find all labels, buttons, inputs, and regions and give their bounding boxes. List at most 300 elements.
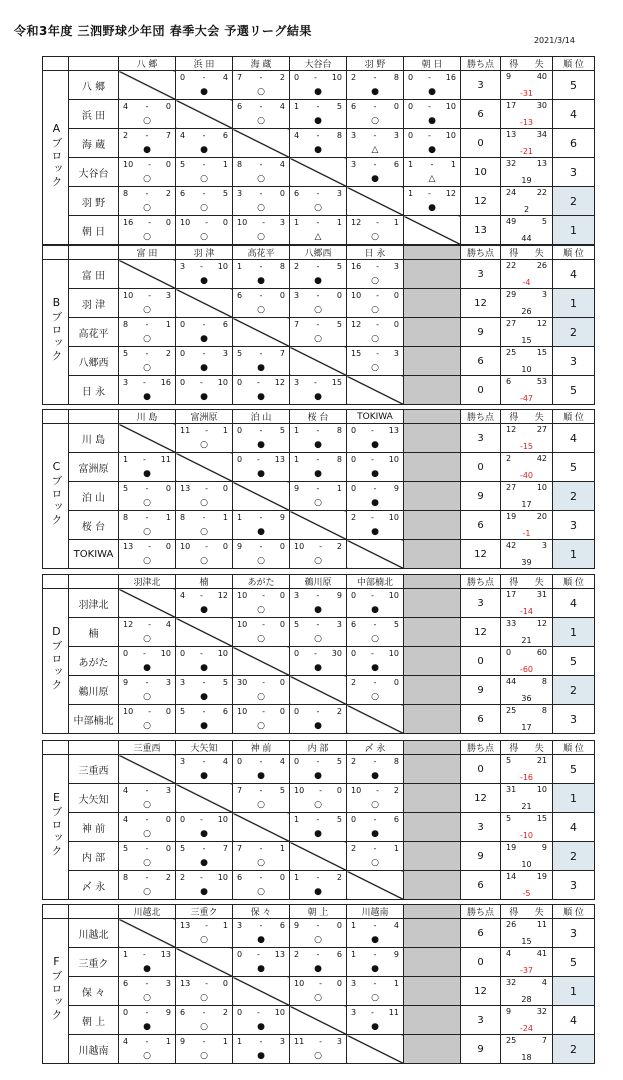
match-result-cell <box>290 705 347 734</box>
rank-value: 5 <box>553 755 595 784</box>
result-mark-icon: ● <box>314 116 322 126</box>
match-result-cell <box>347 71 404 100</box>
score-for: 8 <box>237 160 243 169</box>
score-separator: - <box>319 786 322 795</box>
result-mark-icon: ○ <box>257 887 265 897</box>
score-for: 10 <box>123 291 134 300</box>
rank-header: 順 位 <box>553 741 595 755</box>
result-mark-icon: ● <box>314 663 322 673</box>
goals-for-header: 得 <box>509 908 519 918</box>
result-mark-icon: ○ <box>143 634 151 644</box>
filler-cell <box>404 540 461 569</box>
score-for: 3 <box>351 1008 357 1017</box>
score-for: 3 <box>237 921 243 930</box>
team-column-header: 神 前 <box>233 741 290 755</box>
goals-for: 12 <box>506 425 517 434</box>
match-result-cell <box>119 647 176 676</box>
score-against: 16 <box>160 378 171 387</box>
result-mark-icon: ● <box>200 887 208 897</box>
team-name: 鵜川原 <box>69 676 119 705</box>
result-mark-icon: ● <box>257 935 265 945</box>
result-mark-icon: ○ <box>143 887 151 897</box>
score-separator: - <box>259 513 263 522</box>
goal-difference: -24 <box>519 1024 534 1033</box>
score-against: 16 <box>445 73 456 82</box>
result-mark-icon: ● <box>200 858 208 868</box>
points-value: 0 <box>461 453 501 482</box>
match-result-cell <box>290 482 347 511</box>
result-mark-icon: ● <box>257 363 265 373</box>
team-row <box>43 784 595 813</box>
result-mark-icon: ○ <box>143 829 151 839</box>
team-column-header: あがた <box>233 575 290 589</box>
self-match-cell <box>347 705 404 734</box>
result-mark-icon: ● <box>257 1022 265 1032</box>
score-for: 8 <box>123 513 129 522</box>
score-separator: - <box>143 950 146 959</box>
goals-for: 9 <box>506 1007 512 1016</box>
score-separator: - <box>316 102 320 111</box>
goals-against-header: 失 <box>534 249 544 259</box>
corner <box>43 410 69 424</box>
filler-cell <box>404 755 461 784</box>
result-mark-icon: ○ <box>314 1051 322 1061</box>
score-for: 0 <box>294 649 300 658</box>
team-row <box>43 618 595 647</box>
points-value: 9 <box>461 676 501 705</box>
team-row <box>43 376 595 405</box>
score-for: 9 <box>123 678 129 687</box>
score-for: 13 <box>180 484 191 493</box>
score-against: 0 <box>279 678 285 687</box>
result-mark-icon: ○ <box>371 692 379 702</box>
score-for: 12 <box>351 320 362 329</box>
points-value: 3 <box>461 260 501 289</box>
block-name: Cブロック <box>49 460 63 528</box>
result-mark-icon: ○ <box>371 634 379 644</box>
score-separator: - <box>205 979 208 988</box>
result-mark-icon: ○ <box>257 116 265 126</box>
rank-value: 2 <box>553 1035 595 1064</box>
match-result-cell <box>290 100 347 129</box>
block-table <box>42 904 595 1064</box>
team-row <box>43 977 595 1006</box>
score-against: 11 <box>388 1008 399 1017</box>
result-mark-icon: ● <box>143 469 151 479</box>
self-match-cell <box>233 129 290 158</box>
match-result-cell <box>176 216 233 245</box>
score-separator: - <box>316 455 320 464</box>
score-against: 3 <box>222 349 228 358</box>
points-value: 6 <box>461 511 501 540</box>
score-against: 10 <box>217 815 228 824</box>
goals-cell <box>501 1035 553 1064</box>
score-against: 5 <box>336 262 342 271</box>
result-mark-icon: ○ <box>200 440 208 450</box>
team-name: 川越南 <box>69 1035 119 1064</box>
result-mark-icon: ● <box>371 935 379 945</box>
score-separator: - <box>259 786 263 795</box>
match-result-cell <box>233 187 290 216</box>
score-separator: - <box>371 513 374 522</box>
score-separator: - <box>259 160 263 169</box>
result-mark-icon: ● <box>257 1051 265 1061</box>
score-against: 8 <box>336 426 342 435</box>
team-column-header: 朝 上 <box>290 905 347 919</box>
goals-against: 42 <box>536 454 547 463</box>
goal-difference: -16 <box>519 773 534 782</box>
score-for: 6 <box>351 620 357 629</box>
score-against: 5 <box>222 189 228 198</box>
score-for: 3 <box>294 378 300 387</box>
team-column-header: 羽 野 <box>347 57 404 71</box>
score-for: 4 <box>294 131 300 140</box>
score-for: 16 <box>351 262 362 271</box>
match-result-cell <box>347 618 404 647</box>
score-separator: - <box>373 620 377 629</box>
result-mark-icon: ● <box>257 964 265 974</box>
result-mark-icon: ● <box>314 964 322 974</box>
goals-cell <box>501 376 553 405</box>
score-separator: - <box>316 262 320 271</box>
match-result-cell <box>233 260 290 289</box>
team-column-header: 富 田 <box>119 246 176 260</box>
goals-for-header: 得 <box>509 249 519 259</box>
match-result-cell <box>347 100 404 129</box>
result-mark-icon: ● <box>314 829 322 839</box>
score-separator: - <box>316 218 320 227</box>
goal-difference: 21 <box>521 636 532 645</box>
score-against: 7 <box>222 844 228 853</box>
match-result-cell <box>290 260 347 289</box>
match-result-cell <box>176 1006 233 1035</box>
corner <box>43 57 69 71</box>
score-separator: - <box>257 455 260 464</box>
result-mark-icon: ○ <box>257 305 265 315</box>
score-for: 0 <box>180 349 186 358</box>
score-for: 3 <box>351 160 357 169</box>
score-for: 3 <box>180 262 186 271</box>
score-separator: - <box>316 591 320 600</box>
goals-against: 41 <box>536 949 547 958</box>
score-against: 10 <box>217 649 228 658</box>
goals-for: 42 <box>506 541 517 550</box>
score-for: 10 <box>294 786 305 795</box>
score-for: 10 <box>294 979 305 988</box>
match-result-cell <box>233 705 290 734</box>
result-mark-icon: ○ <box>143 858 151 868</box>
rank-value: 2 <box>553 482 595 511</box>
score-against: 4 <box>222 757 228 766</box>
goals-cell <box>501 784 553 813</box>
match-result-cell <box>176 424 233 453</box>
self-match-cell <box>347 376 404 405</box>
rank-value: 5 <box>553 647 595 676</box>
score-for: 7 <box>294 320 300 329</box>
match-result-cell <box>347 977 404 1006</box>
score-for: 3 <box>180 678 186 687</box>
match-result-cell <box>290 453 347 482</box>
goals-against: 11 <box>536 920 547 929</box>
goals-cell <box>501 813 553 842</box>
score-for: 2 <box>351 73 357 82</box>
score-against: 3 <box>165 786 171 795</box>
goal-difference: 44 <box>521 234 532 243</box>
match-result-cell <box>176 260 233 289</box>
goals-for-header: 得 <box>509 413 519 423</box>
result-mark-icon: ● <box>371 964 379 974</box>
score-against: 13 <box>160 950 171 959</box>
team-row <box>43 216 595 245</box>
filler-header <box>404 575 461 589</box>
score-for: 0 <box>408 73 414 82</box>
self-match-cell <box>176 948 233 977</box>
rank-header: 順 位 <box>553 410 595 424</box>
match-result-cell <box>176 813 233 842</box>
header-row <box>43 57 595 71</box>
score-against: 9 <box>336 591 342 600</box>
goals-cell <box>501 842 553 871</box>
score-for: 0 <box>123 649 129 658</box>
points-header: 勝ち点 <box>461 575 501 589</box>
score-separator: - <box>373 844 377 853</box>
match-result-cell <box>404 100 461 129</box>
match-result-cell <box>233 540 290 569</box>
match-result-cell <box>290 589 347 618</box>
result-mark-icon: ● <box>200 692 208 702</box>
score-against: 0 <box>279 189 285 198</box>
result-mark-icon: ● <box>371 1022 379 1032</box>
score-against: 10 <box>217 262 228 271</box>
score-against: 15 <box>331 378 342 387</box>
score-for: 0 <box>180 649 186 658</box>
match-result-cell <box>290 919 347 948</box>
goals-cell <box>501 676 553 705</box>
block-2 <box>42 245 582 405</box>
rank-header: 順 位 <box>553 57 595 71</box>
result-mark-icon: ○ <box>314 305 322 315</box>
score-against: 5 <box>222 678 228 687</box>
match-result-cell <box>347 318 404 347</box>
score-for: 1 <box>408 189 414 198</box>
score-for: 10 <box>237 218 248 227</box>
score-separator: - <box>145 349 149 358</box>
points-value: 13 <box>461 216 501 245</box>
score-separator: - <box>143 455 146 464</box>
goals-against: 15 <box>536 814 547 823</box>
score-against: 12 <box>274 378 285 387</box>
score-for: 1 <box>408 160 414 169</box>
result-mark-icon: ○ <box>314 556 322 566</box>
match-result-cell <box>290 318 347 347</box>
match-result-cell <box>119 482 176 511</box>
result-mark-icon: ○ <box>371 800 379 810</box>
score-separator: - <box>428 131 431 140</box>
score-against: 1 <box>393 979 399 988</box>
self-match-cell <box>290 158 347 187</box>
result-mark-icon: ○ <box>371 334 379 344</box>
score-separator: - <box>202 1037 206 1046</box>
score-separator: - <box>371 426 374 435</box>
rank-value: 4 <box>553 813 595 842</box>
result-mark-icon: ● <box>200 87 208 97</box>
points-value: 9 <box>461 482 501 511</box>
result-mark-icon: ○ <box>314 634 322 644</box>
score-for: 5 <box>237 349 243 358</box>
score-separator: - <box>143 378 146 387</box>
score-separator: - <box>373 979 377 988</box>
match-result-cell <box>119 1035 176 1064</box>
score-for: 10 <box>294 542 305 551</box>
score-separator: - <box>430 160 434 169</box>
team-column-header: 三重ク <box>176 905 233 919</box>
goal-difference: 10 <box>521 860 532 869</box>
self-match-cell <box>176 289 233 318</box>
score-for: 0 <box>180 815 186 824</box>
goals-for: 31 <box>506 785 517 794</box>
team-row <box>43 589 595 618</box>
goals-against: 10 <box>536 785 547 794</box>
goals-for: 17 <box>506 101 517 110</box>
score-for: 0 <box>351 591 357 600</box>
team-row <box>43 813 595 842</box>
goals-against-header: 失 <box>534 578 544 588</box>
filler-cell <box>404 347 461 376</box>
goals-header <box>501 410 553 424</box>
score-against: 8 <box>336 131 342 140</box>
match-result-cell <box>119 216 176 245</box>
score-against: 4 <box>165 620 171 629</box>
goals-for: 22 <box>506 261 517 270</box>
self-match-cell <box>233 318 290 347</box>
score-for: 3 <box>351 131 357 140</box>
result-mark-icon: ○ <box>200 174 208 184</box>
score-for: 1 <box>351 921 357 930</box>
goal-difference: 19 <box>521 176 532 185</box>
team-column-header: 朝 日 <box>404 57 461 71</box>
goal-difference: -14 <box>519 607 534 616</box>
score-for: 2 <box>351 513 357 522</box>
match-result-cell <box>233 216 290 245</box>
score-separator: - <box>373 73 377 82</box>
score-against: 10 <box>388 455 399 464</box>
goals-for: 19 <box>506 843 517 852</box>
goals-against: 8 <box>541 706 547 715</box>
team-name: 保 々 <box>69 977 119 1006</box>
points-value: 3 <box>461 424 501 453</box>
goals-cell <box>501 755 553 784</box>
match-result-cell <box>176 158 233 187</box>
score-for: 0 <box>351 484 357 493</box>
score-for: 2 <box>123 131 129 140</box>
result-mark-icon: ● <box>200 392 208 402</box>
result-mark-icon: ○ <box>371 858 379 868</box>
match-result-cell <box>233 511 290 540</box>
score-for: 12 <box>351 218 362 227</box>
goal-difference: 36 <box>521 694 532 703</box>
score-against: 13 <box>388 426 399 435</box>
goal-difference: -37 <box>519 966 534 975</box>
match-result-cell <box>119 1006 176 1035</box>
score-against: 2 <box>165 189 171 198</box>
score-separator: - <box>257 1008 260 1017</box>
score-separator: - <box>371 1008 374 1017</box>
filler-cell <box>404 784 461 813</box>
self-match-cell <box>176 618 233 647</box>
score-separator: - <box>202 189 206 198</box>
goals-against: 19 <box>536 872 547 881</box>
score-against: 3 <box>336 189 342 198</box>
score-separator: - <box>316 873 320 882</box>
points-value: 9 <box>461 842 501 871</box>
result-mark-icon: ○ <box>371 276 379 286</box>
match-result-cell <box>290 289 347 318</box>
points-header: 勝ち点 <box>461 246 501 260</box>
result-mark-icon: ● <box>314 440 322 450</box>
match-result-cell <box>347 813 404 842</box>
score-against: 0 <box>222 484 228 493</box>
goals-cell <box>501 260 553 289</box>
team-name: 大矢知 <box>69 784 119 813</box>
match-result-cell <box>290 784 347 813</box>
goals-against-header: 失 <box>534 744 544 754</box>
score-for: 0 <box>180 378 186 387</box>
team-column-header: 大谷台 <box>290 57 347 71</box>
goals-cell <box>501 871 553 900</box>
match-result-cell <box>119 540 176 569</box>
score-separator: - <box>145 131 149 140</box>
match-result-cell <box>347 1006 404 1035</box>
match-result-cell <box>347 511 404 540</box>
score-against: 0 <box>165 815 171 824</box>
team-row <box>43 1006 595 1035</box>
team-column-header: 海 蔵 <box>233 57 290 71</box>
rank-value: 4 <box>553 424 595 453</box>
match-result-cell <box>119 948 176 977</box>
goals-cell <box>501 977 553 1006</box>
score-separator: - <box>145 815 149 824</box>
score-against: 6 <box>279 921 285 930</box>
goals-header <box>501 57 553 71</box>
score-against: 2 <box>393 786 399 795</box>
score-separator: - <box>373 921 377 930</box>
goals-for: 13 <box>506 130 517 139</box>
score-for: 15 <box>351 349 362 358</box>
goals-against: 9 <box>541 843 547 852</box>
score-separator: - <box>373 484 377 493</box>
team-row <box>43 871 595 900</box>
match-result-cell <box>119 813 176 842</box>
goals-cell <box>501 482 553 511</box>
block-table <box>42 740 595 900</box>
match-result-cell <box>290 187 347 216</box>
corner <box>43 246 69 260</box>
points-header: 勝ち点 <box>461 57 501 71</box>
score-against: 11 <box>160 455 171 464</box>
match-result-cell <box>233 1035 290 1064</box>
result-mark-icon: ○ <box>371 363 379 373</box>
result-mark-icon: ● <box>200 721 208 731</box>
match-result-cell <box>176 187 233 216</box>
score-separator: - <box>262 218 265 227</box>
goals-header <box>501 741 553 755</box>
self-match-cell <box>176 453 233 482</box>
goals-against: 12 <box>536 319 547 328</box>
header-row <box>43 246 595 260</box>
team-name: 富洲原 <box>69 453 119 482</box>
match-result-cell <box>290 71 347 100</box>
points-value: 12 <box>461 540 501 569</box>
